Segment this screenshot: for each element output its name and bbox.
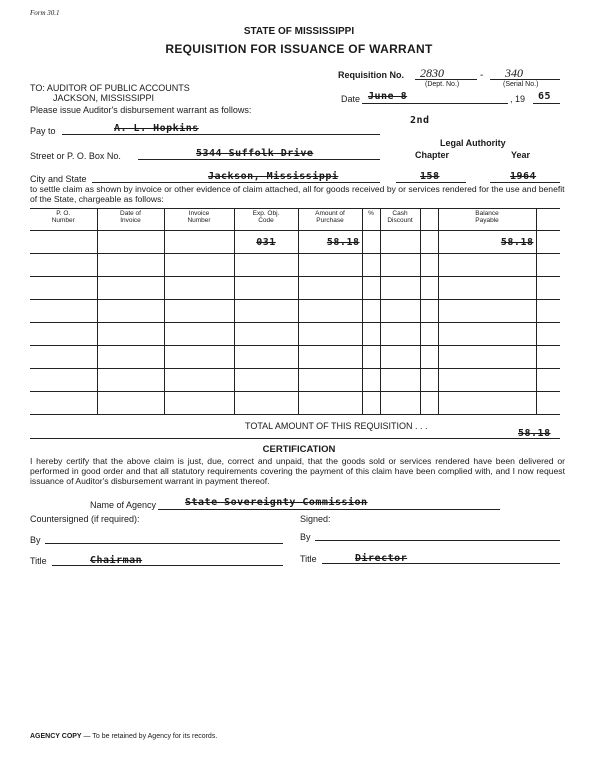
by-label-right: By bbox=[300, 532, 311, 542]
header-blank-2 bbox=[536, 209, 560, 231]
street-value: 5344 Suffolk Drive bbox=[196, 148, 314, 159]
form-number: Form 30.1 bbox=[30, 9, 60, 17]
pay-to-value: A. L. Hopkins bbox=[114, 123, 199, 134]
title-left-value: Chairman bbox=[90, 555, 143, 566]
signed-label: Signed: bbox=[300, 514, 331, 524]
header-percent: % bbox=[362, 209, 380, 231]
dash: - bbox=[480, 70, 484, 81]
chapter-line bbox=[396, 182, 466, 183]
certification-text: I hereby certify that the above claim is just, due, correct and unpaid, that the goods sold or services rendered have been delivered or performed in good order and that all statutory requirements covering the payment of this claim have been complied with, and I now request issuance of Auditor's disbursement warrant in payment thereof. bbox=[30, 456, 565, 486]
dept-no-value: 2830 bbox=[420, 66, 444, 80]
city-label: City and State bbox=[30, 174, 87, 184]
dept-no-caption: (Dept. No.) bbox=[425, 81, 460, 88]
header-blank bbox=[420, 209, 438, 231]
countersigned-label: Countersigned (if required): bbox=[30, 514, 140, 524]
chapter-label: Chapter bbox=[415, 150, 450, 160]
legal-authority-label: Legal Authority bbox=[440, 138, 506, 148]
serial-no-value: 340 bbox=[505, 66, 523, 80]
pay-to-line bbox=[62, 134, 380, 135]
instruction-text: Please issue Auditor's disbursement warrant as follows: bbox=[30, 105, 252, 115]
header-date-invoice: Date of Invoice bbox=[97, 209, 164, 231]
table-row bbox=[30, 231, 560, 254]
total-value: 58.18 bbox=[518, 428, 551, 439]
balance-cell: 58.18 bbox=[438, 231, 536, 254]
authority-year-value: 1964 bbox=[510, 171, 537, 182]
serial-no-caption: (Serial No.) bbox=[503, 81, 539, 88]
serial-no-line bbox=[490, 79, 560, 80]
table-row bbox=[30, 323, 560, 346]
pay-to-label: Pay to bbox=[30, 126, 56, 136]
header-exp-code: Exp. Obj. Code bbox=[234, 209, 298, 231]
header-po-number: P. O. Number bbox=[30, 209, 97, 231]
city-line bbox=[92, 182, 380, 183]
by-line-left bbox=[45, 543, 283, 544]
certification-heading: CERTIFICATION bbox=[262, 444, 336, 455]
year-line-2 bbox=[490, 182, 560, 183]
amount-cell: 58.18 bbox=[298, 231, 362, 254]
footer-bold: AGENCY COPY bbox=[30, 733, 82, 740]
title-line-left bbox=[52, 565, 283, 566]
header-balance: Balance Payable bbox=[438, 209, 536, 231]
year-line bbox=[533, 103, 560, 104]
year-prefix: , 19 bbox=[510, 94, 526, 104]
date-line bbox=[362, 103, 508, 104]
header-invoice-number: Invoice Number bbox=[164, 209, 234, 231]
agency-label: Name of Agency bbox=[90, 500, 157, 510]
by-line-right bbox=[315, 540, 560, 541]
state-heading: STATE OF MISSISSIPPI bbox=[243, 26, 355, 37]
header-cash-discount: Cash Discount bbox=[380, 209, 420, 231]
exp-code-cell: 031 bbox=[234, 231, 298, 254]
title-label-left: Title bbox=[30, 556, 47, 566]
footer-note bbox=[30, 733, 217, 740]
total-label: TOTAL AMOUNT OF THIS REQUISITION . . . bbox=[245, 421, 428, 431]
table-row bbox=[30, 369, 560, 392]
date-label: Date bbox=[341, 94, 361, 104]
year-value: 65 bbox=[538, 91, 552, 102]
year-label: Year bbox=[511, 150, 531, 160]
total-underline bbox=[30, 438, 560, 439]
header-amount: Amount of Purchase bbox=[298, 209, 362, 231]
by-label-left: By bbox=[30, 535, 41, 545]
form-title: REQUISITION FOR ISSUANCE OF WARRANT bbox=[165, 42, 433, 56]
jackson-line: JACKSON, MISSISSIPPI bbox=[53, 93, 155, 103]
to-auditor: TO: AUDITOR OF PUBLIC ACCOUNTS bbox=[30, 83, 190, 93]
table-row bbox=[30, 392, 560, 415]
table-row bbox=[30, 254, 560, 277]
table-row bbox=[30, 346, 560, 369]
agency-line bbox=[158, 509, 500, 510]
table-row bbox=[30, 300, 560, 323]
settle-text: to settle claim as shown by invoice or other evidence of claim attached, all for goods received by or services rendered for the use and benefit of the State, chargeable as follows: bbox=[30, 184, 565, 204]
footer-text: — To be retained by Agency for its records. bbox=[81, 733, 218, 740]
street-label: Street or P. O. Box No. bbox=[30, 151, 121, 161]
street-line bbox=[138, 159, 380, 160]
city-value: Jackson, Mississippi bbox=[208, 171, 339, 182]
title-label-right: Title bbox=[300, 554, 317, 564]
date-value: June 8 bbox=[368, 91, 408, 102]
table-row bbox=[30, 277, 560, 300]
agency-value: State Sovereignty Commission bbox=[185, 497, 368, 508]
chapter-value: 158 bbox=[420, 171, 440, 182]
claim-table bbox=[30, 208, 560, 415]
legal-value: 2nd bbox=[410, 115, 430, 126]
requisition-label: Requisition No. bbox=[338, 70, 404, 80]
title-right-value: Director bbox=[355, 553, 408, 564]
